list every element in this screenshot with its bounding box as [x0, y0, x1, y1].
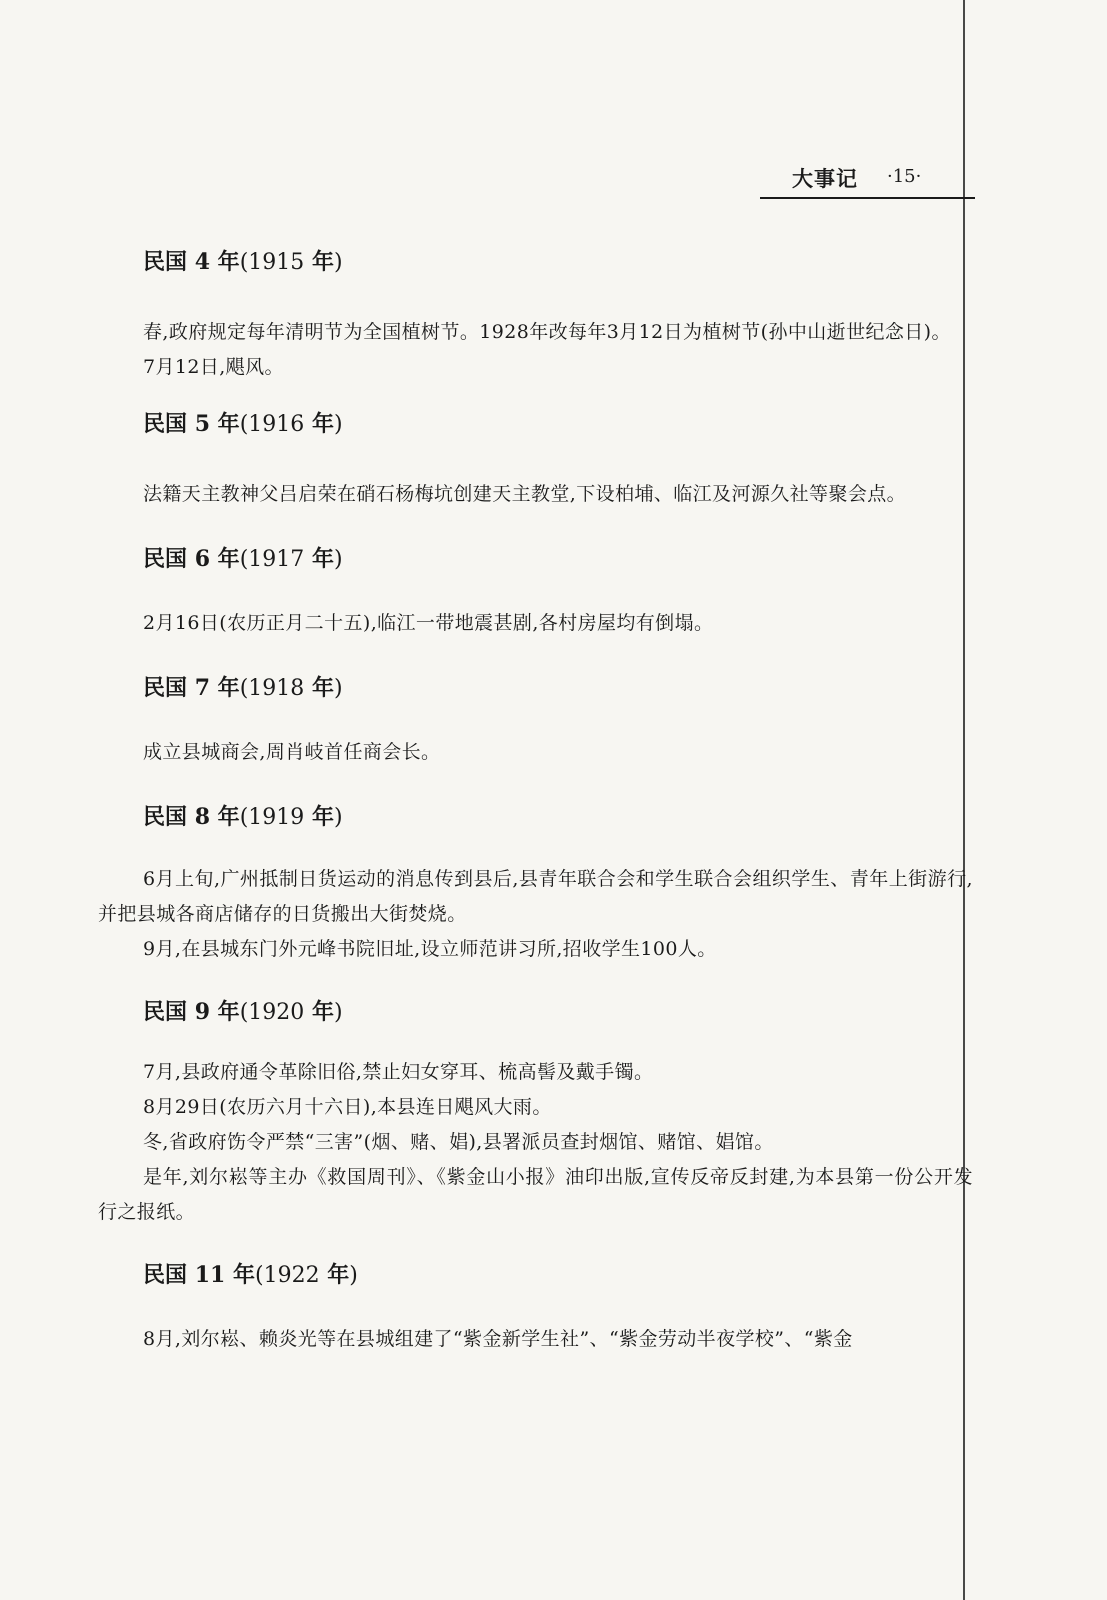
entry-text: 春,政府规定每年清明节为全国植树节。1928年改每年3月12日为植树节(孙中山逝世纪念日)。 [143, 321, 951, 343]
entry-text: 是年,刘尔崧等主办《救国周刊》、《紫金山小报》油印出版,宣传反帝反封建,为本县第一份公开发行之报纸。 [98, 1166, 973, 1223]
year-section [98, 542, 973, 641]
year-section [98, 245, 973, 385]
year-heading: 民国 6 年(1917 年) [143, 546, 343, 572]
chronicle-content [98, 245, 973, 1357]
year-heading: 民国 9 年(1920 年) [143, 999, 343, 1025]
entry-text: 成立县城商会,周肖岐首任商会长。 [143, 741, 441, 763]
year-section [98, 800, 973, 967]
header-title: 大事记 [792, 167, 858, 191]
year-heading: 民国 8 年(1919 年) [143, 804, 343, 830]
year-heading: 民国 5 年(1916 年) [143, 411, 343, 437]
year-section [98, 1258, 973, 1357]
year-heading: 民国 4 年(1915 年) [143, 249, 343, 275]
year-section [98, 995, 973, 1230]
year-heading: 民国 7 年(1918 年) [143, 675, 343, 701]
year-heading: 民国 11 年(1922 年) [143, 1262, 358, 1288]
entry-text: 6月上旬,广州抵制日货运动的消息传到县后,县青年联合会和学生联合会组织学生、青年上街游行,并把县城各商店储存的日货搬出大街焚烧。 [98, 868, 973, 925]
page-number: ·15· [887, 166, 922, 187]
entry-text: 冬,省政府饬令严禁“三害”(烟、赌、娼),县署派员查封烟馆、赌馆、娼馆。 [143, 1131, 774, 1153]
entry-text: 8月,刘尔崧、赖炎光等在县城组建了“紫金新学生社”、“紫金劳动半夜学校”、“紫金 [143, 1328, 853, 1350]
header-rule [760, 197, 975, 199]
year-section [98, 407, 973, 512]
year-section [98, 671, 973, 770]
entry-text: 8月29日(农历六月十六日),本县连日飓风大雨。 [143, 1096, 552, 1118]
running-header [760, 160, 975, 200]
entry-text: 7月12日,飓风。 [143, 356, 284, 378]
entry-text: 2月16日(农历正月二十五),临江一带地震甚剧,各村房屋均有倒塌。 [143, 612, 714, 634]
entry-text: 9月,在县城东门外元峰书院旧址,设立师范讲习所,招收学生100人。 [143, 938, 717, 960]
entry-text: 法籍天主教神父吕启荣在硝石杨梅坑创建天主教堂,下设柏埔、临江及河源久社等聚会点。 [143, 483, 907, 505]
entry-text: 7月,县政府通令革除旧俗,禁止妇女穿耳、梳高髻及戴手镯。 [143, 1061, 654, 1083]
